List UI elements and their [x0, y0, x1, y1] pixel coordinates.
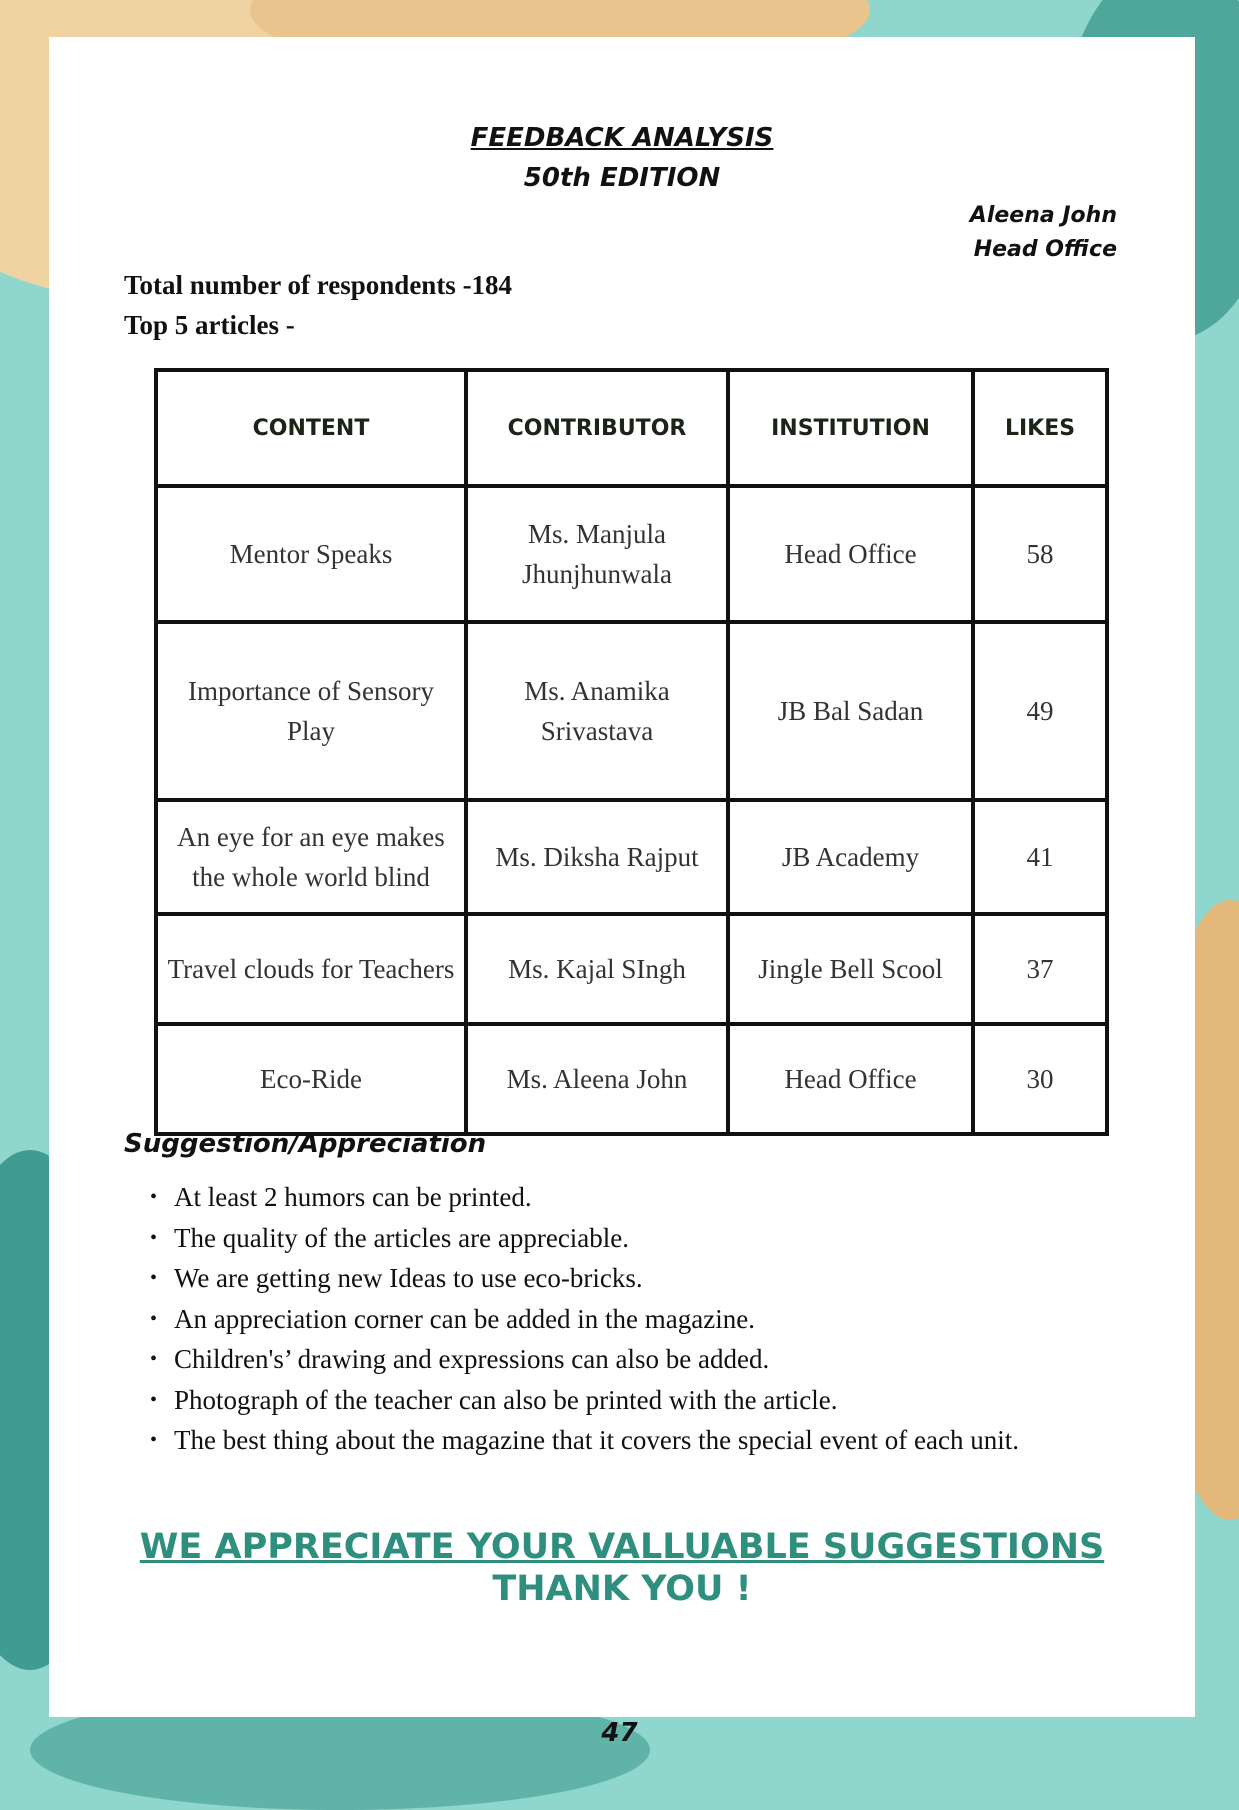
suggestions-list [174, 1177, 1166, 1461]
cell-likes: 58 [973, 486, 1107, 622]
list-item: • Photograph of the teacher can also be printed with the article. [174, 1380, 1166, 1421]
cell-content: An eye for an eye makes the whole world blind [156, 800, 466, 913]
cell-content: Mentor Speaks [156, 486, 466, 622]
list-item: • At least 2 humors can be printed. [174, 1177, 1166, 1218]
cell-contributor: Ms. Kajal SIngh [466, 914, 728, 1024]
table-row [156, 622, 1107, 801]
cell-contributor: Ms. Diksha Rajput [466, 800, 728, 913]
suggestions-heading: Suggestion/Appreciation [124, 1129, 487, 1159]
closing-thank-you: THANK YOU ! [492, 1569, 752, 1609]
header-institution: INSTITUTION [728, 370, 973, 486]
top-articles-label: Top 5 articles - [124, 310, 295, 340]
page-title: FEEDBACK ANALYSIS [470, 123, 774, 153]
closing-appreciation: WE APPRECIATE YOUR VALLUABLE SUGGESTIONS [139, 1527, 1105, 1567]
author-name: Aleena John [969, 203, 1117, 228]
cell-likes: 49 [973, 622, 1107, 801]
cell-content: Travel clouds for Teachers [156, 914, 466, 1024]
table-row [156, 1024, 1107, 1134]
header-content: CONTENT [156, 370, 466, 486]
table-row [156, 914, 1107, 1024]
table-row [156, 486, 1107, 622]
cell-contributor: Ms. Aleena John [466, 1024, 728, 1134]
cell-institution: Head Office [728, 1024, 973, 1134]
cell-likes: 30 [973, 1024, 1107, 1134]
cell-contributor: Ms. Anamika Srivastava [466, 622, 728, 801]
table-header-row [156, 370, 1107, 486]
cell-institution: JB Academy [728, 800, 973, 913]
cell-content: Importance of Sensory Play [156, 622, 466, 801]
cell-likes: 37 [973, 914, 1107, 1024]
cell-institution: JB Bal Sadan [728, 622, 973, 801]
cell-institution: Head Office [728, 486, 973, 622]
edition-label: 50th EDITION [523, 163, 721, 193]
list-item: • We are getting new Ideas to use eco-bricks. [174, 1258, 1166, 1299]
cell-contributor: Ms. Manjula Jhunjhunwala [466, 486, 728, 622]
author-office: Head Office [973, 237, 1117, 262]
header-likes: LIKES [973, 370, 1107, 486]
cell-likes: 41 [973, 800, 1107, 913]
respondents-count: Total number of respondents -184 [124, 270, 513, 300]
page-sheet [49, 37, 1195, 1717]
page-number: 47 [601, 1718, 638, 1748]
list-item: • Children's’ drawing and expressions can also be added. [174, 1339, 1166, 1380]
header-contributor: CONTRIBUTOR [466, 370, 728, 486]
table-row [156, 800, 1107, 913]
list-item: • The quality of the articles are appreciable. [174, 1218, 1166, 1259]
cell-institution: Jingle Bell Scool [728, 914, 973, 1024]
cell-content: Eco-Ride [156, 1024, 466, 1134]
list-item: • The best thing about the magazine that it covers the special event of each unit. [174, 1420, 1166, 1461]
top-articles-table [154, 368, 1109, 1136]
list-item: • An appreciation corner can be added in the magazine. [174, 1299, 1166, 1340]
